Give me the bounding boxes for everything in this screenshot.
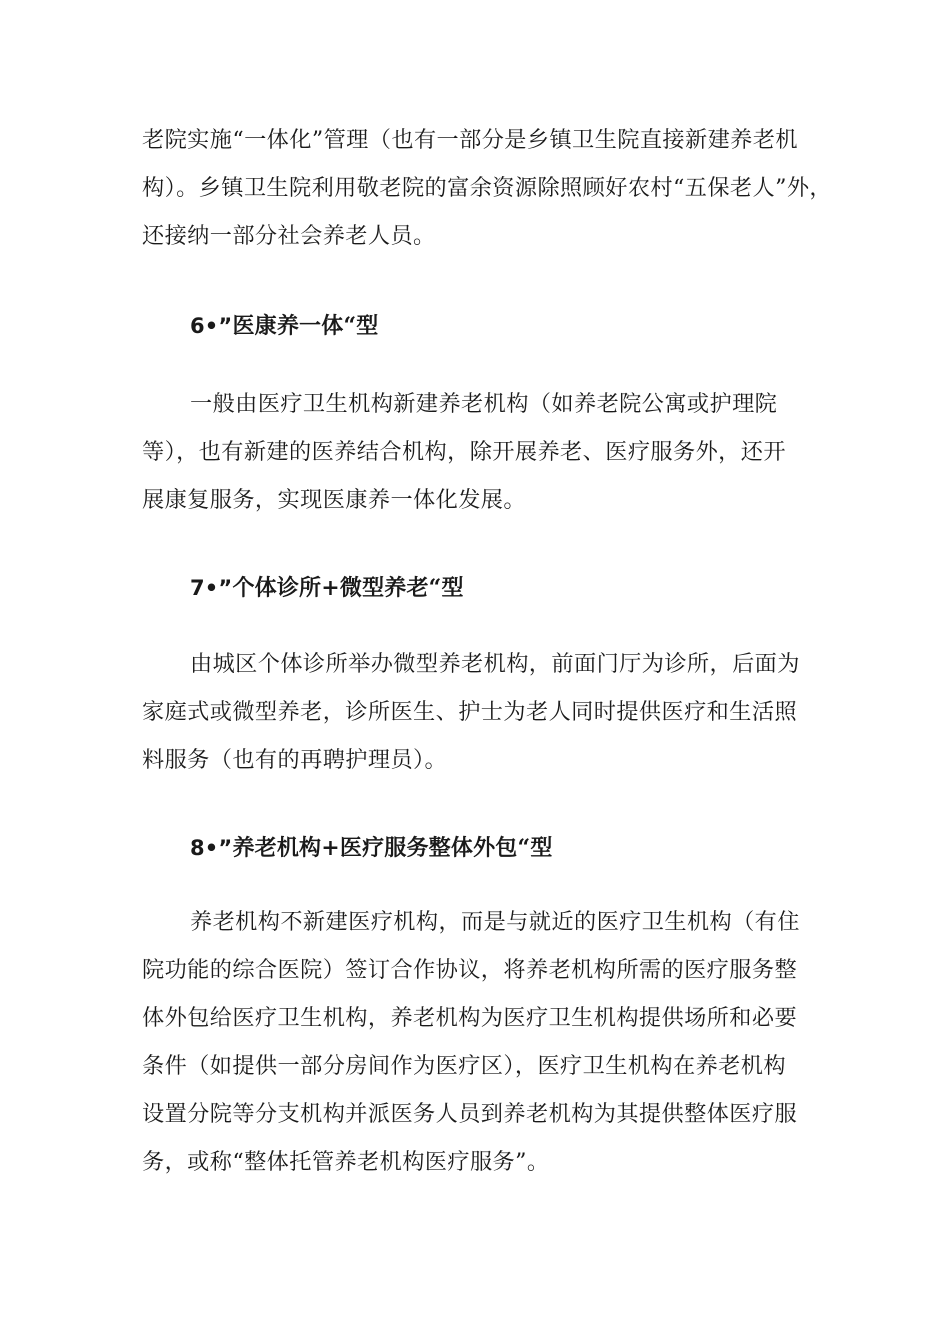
section-title: 养老机构+医疗服务整体外包“型 (232, 835, 553, 861)
paragraph-line: 等），也有新建的医养结合机构，除开展养老、医疗服务外，还开 (142, 439, 786, 465)
paragraph-line: 还接纳一部分社会养老人员。 (142, 223, 436, 249)
section-number: 7•” (190, 576, 233, 600)
paragraph-line: 务，或称“整体托管养老机构医疗服务”。 (142, 1149, 550, 1175)
section-heading-6 (190, 310, 379, 342)
section-8-body (142, 898, 808, 1186)
paragraph-line: 体外包给医疗卫生机构，养老机构为医疗卫生机构提供场所和必要 (142, 1005, 798, 1031)
section-title: 个体诊所+微型养老“型 (232, 575, 464, 601)
paragraph-line: 条件（如提供一部分房间作为医疗区），医疗卫生机构在养老机构 (142, 1053, 786, 1079)
paragraph-line: 院功能的综合医院）签订合作协议，将养老机构所需的医疗服务整 (142, 957, 798, 983)
section-heading-7 (190, 572, 464, 604)
intro-paragraph (142, 116, 833, 260)
paragraph-line: 料服务（也有的再聘护理员）。 (142, 747, 448, 773)
section-title: 医康养一体“型 (232, 313, 379, 339)
paragraph-line: 家庭式或微型养老，诊所医生、护士为老人同时提供医疗和生活照 (142, 699, 798, 725)
paragraph-line: 设置分院等分支机构并派医务人员到养老机构为其提供整体医疗服 (142, 1101, 798, 1127)
section-number: 6•” (190, 314, 233, 338)
section-7-body (142, 640, 808, 784)
paragraph-line: 展康复服务，实现医康养一体化发展。 (142, 487, 526, 513)
section-number: 8•” (190, 836, 233, 860)
paragraph-line: 老院实施“一体化”管理（也有一部分是乡镇卫生院直接新建养老机 (142, 127, 798, 153)
section-6-body (142, 380, 808, 524)
paragraph-line: 由城区个体诊所举办微型养老机构，前面门厅为诊所，后面为 (190, 651, 800, 677)
section-heading-8 (190, 832, 553, 864)
paragraph-line: 养老机构不新建医疗机构，而是与就近的医疗卫生机构（有住 (190, 909, 800, 935)
paragraph-line: 构）。乡镇卫生院利用敬老院的富余资源除照顾好农村“五保老人”外， (142, 175, 833, 201)
paragraph-line: 一般由医疗卫生机构新建养老机构（如养老院公寓或护理院 (190, 391, 778, 417)
